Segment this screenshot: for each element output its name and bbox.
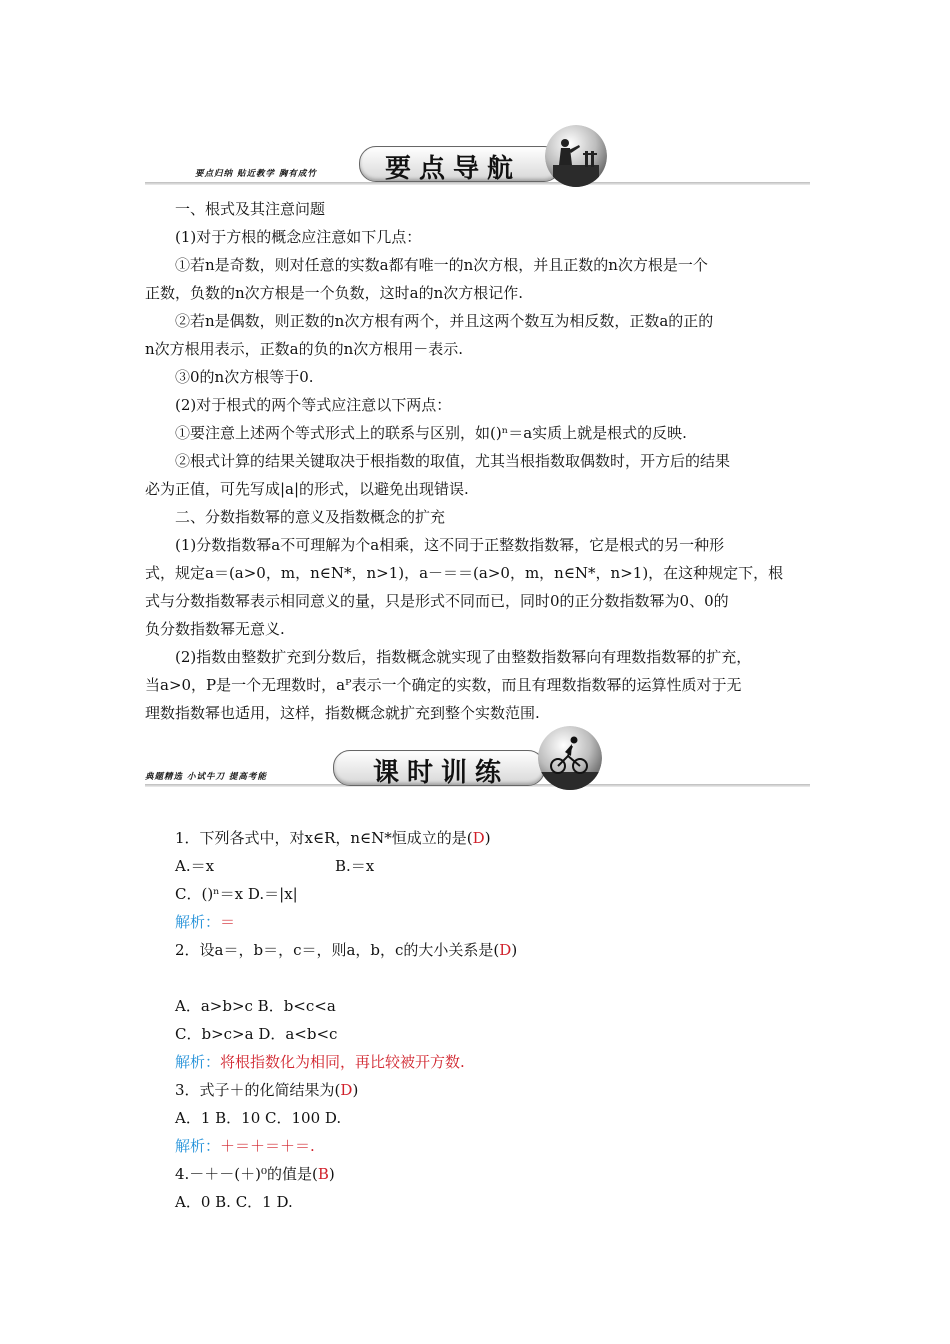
question-4-options: A．0 B. C．1 D.	[175, 1193, 293, 1211]
notes-heading-2: 二、分数指数幂的意义及指数概念的扩充	[175, 508, 446, 526]
notes-line: 必为正值，可先写成|a|的形式，以避免出现错误.	[145, 480, 469, 498]
question-3-options: A．1 B．10 C．100 D.	[175, 1109, 342, 1127]
surveyor-silhouette-icon	[545, 125, 607, 187]
notes-line: 式，规定a＝(a>0，m，n∈N*，n>1)，a－＝＝(a>0，m，n∈N*，n>1)，在这种规定下，根	[145, 564, 784, 582]
banner-title: 要点导航	[385, 154, 522, 184]
notes-line: 正数，负数的n次方根是一个负数，这时a的n次方根记作.	[145, 284, 524, 302]
question-1-stem: 1．下列各式中，对x∈R，n∈N*恒成立的是(D)	[175, 829, 491, 847]
question-1-explanation: 解析：＝	[175, 913, 236, 931]
notes-line: ③0的n次方根等于0.	[175, 368, 314, 386]
spacer	[145, 964, 810, 992]
notes-heading-1: 一、根式及其注意问题	[175, 200, 326, 218]
notes-line: 式与分数指数幂表示相同意义的量，只是形式不同而已，同时0的正分数指数幂为0、0的	[145, 592, 729, 610]
section-banner-exercises	[145, 722, 810, 792]
question-2-explanation: 解析：将根指数化为相同，再比较被开方数.	[175, 1053, 465, 1071]
notes-line: (1)对于方根的概念应注意如下几点：	[175, 228, 422, 246]
notes-line: 理数指数幂也适用，这样，指数概念就扩充到整个实数范围.	[145, 704, 540, 722]
cyclist-silhouette-icon	[538, 726, 602, 790]
notes-line: ①若n是奇数，则对任意的实数a都有唯一的n次方根，并且正数的n次方根是一个	[175, 256, 708, 274]
notes-line: (1)分数指数幂a不可理解为个a相乘，这不同于正整数指数幂，它是根式的另一种形	[175, 536, 725, 554]
notes-section	[145, 195, 810, 727]
notes-line: (2)对于根式的两个等式应注意以下两点：	[175, 396, 452, 414]
notes-line: ②根式计算的结果关键取决于根指数的取值，尤其当根指数取偶数时，开方后的结果	[175, 452, 731, 470]
question-3-stem: 3．式子＋的化简结果为(D)	[175, 1081, 359, 1099]
notes-line: (2)指数由整数扩充到分数后，指数概念就实现了由整数指数幂向有理数指数幂的扩充，	[175, 648, 752, 666]
answer-key: D	[472, 829, 485, 847]
answer-key: D	[499, 941, 512, 959]
question-3-explanation: 解析：＋＝＋＝＋＝.	[175, 1137, 315, 1155]
notes-line: ②若n是偶数，则正数的n次方根有两个，并且这两个数互为相反数，正数a的正的	[175, 312, 714, 330]
question-2-options-ab: A．a>b>c B．b<c<a	[175, 997, 336, 1015]
question-2-stem: 2．设a＝，b＝，c＝，则a，b，c的大小关系是(D)	[175, 941, 518, 959]
answer-key: B	[317, 1165, 329, 1183]
banner-tagline: 要点归纳 贴近教学 胸有成竹	[195, 169, 317, 179]
answer-key: D	[340, 1081, 353, 1099]
notes-line: ①要注意上述两个等式形式上的联系与区别，如()ⁿ＝a实质上就是根式的反映.	[175, 424, 687, 442]
question-1-options-ab: A.＝x B.＝x	[175, 857, 375, 875]
question-1-options-cd: C．()ⁿ＝x D.＝|x|	[175, 885, 298, 903]
notes-line: 当a>0，P是一个无理数时，aᴾ表示一个确定的实数，而且有理数指数幂的运算性质对于无	[145, 676, 742, 694]
notes-line: 负分数指数幂无意义.	[145, 620, 285, 638]
question-4-stem: 4.－＋－(＋)⁰的值是(B)	[175, 1165, 335, 1183]
exercises-section	[145, 824, 810, 1216]
notes-line: n次方根用表示，正数a的负的n次方根用－表示.	[145, 340, 464, 358]
banner-title: 课时训练	[373, 758, 510, 788]
question-2-options-cd: C．b>c>a D．a<b<c	[175, 1025, 338, 1043]
banner-tagline: 典题精选 小试牛刀 提高考能	[145, 772, 267, 782]
section-banner-key-points	[145, 120, 810, 190]
